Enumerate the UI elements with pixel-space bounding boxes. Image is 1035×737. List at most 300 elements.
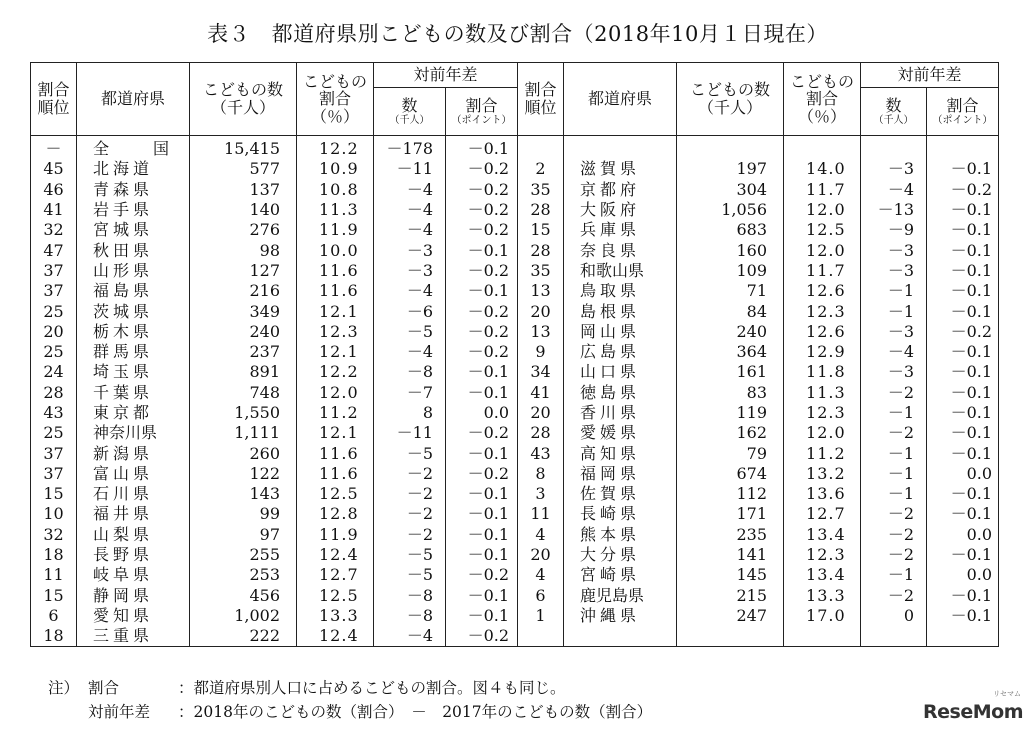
left-yoy-ratio-cell: －0.1	[446, 362, 518, 382]
left-children-ratio-cell: 12.0	[297, 383, 374, 403]
left-prefecture-cell: 神奈川県	[77, 423, 190, 443]
right-yoy-ratio-cell: －0.1	[927, 586, 999, 606]
right-yoy-count-cell: －1	[861, 484, 927, 504]
left-rank-cell: 15	[31, 586, 77, 606]
header-yoy-ratio-label: 割合	[465, 96, 498, 116]
header-yoy: 対前年差	[374, 63, 518, 88]
right-children-ratio-cell: 12.3	[784, 545, 861, 565]
right-prefecture-cell: 徳島県	[564, 383, 677, 403]
right-yoy-count-cell: －3	[861, 261, 927, 281]
left-yoy-count-cell: －7	[374, 383, 446, 403]
left-children-ratio-cell: 11.6	[297, 443, 374, 463]
header-yoy-count-right	[861, 88, 927, 136]
left-prefecture-cell: 全 国	[77, 136, 190, 160]
watermark-sub: リセマム	[993, 690, 1021, 698]
right-children-count-cell: 683	[677, 220, 784, 240]
left-children-ratio-cell: 10.9	[297, 159, 374, 179]
right-rank-cell: 4	[518, 565, 564, 585]
table-row	[31, 322, 999, 342]
right-children-count-cell	[677, 136, 784, 160]
left-prefecture-cell: 群馬県	[77, 342, 190, 362]
left-children-ratio-cell: 12.2	[297, 362, 374, 382]
right-yoy-count-cell	[861, 136, 927, 160]
left-yoy-ratio-cell: －0.1	[446, 545, 518, 565]
left-yoy-ratio-cell: －0.2	[446, 565, 518, 585]
right-children-count-cell: 240	[677, 322, 784, 342]
right-yoy-count-cell: －3	[861, 159, 927, 179]
right-prefecture-cell	[564, 136, 677, 160]
right-children-count-cell: 84	[677, 301, 784, 321]
header-yoy-ratio-unit: （ポイント）	[451, 114, 512, 126]
header-children-right-unit: （千人）	[698, 98, 763, 117]
right-yoy-ratio-cell: 0.0	[927, 565, 999, 585]
left-yoy-count-cell: 8	[374, 403, 446, 423]
right-rank-cell: 13	[518, 322, 564, 342]
right-yoy-count-cell: －3	[861, 240, 927, 260]
right-rank-cell: 34	[518, 362, 564, 382]
left-yoy-ratio-cell: －0.1	[446, 586, 518, 606]
right-children-ratio-cell: 12.5	[784, 220, 861, 240]
left-children-count-cell: 237	[190, 342, 297, 362]
left-children-count-cell: 222	[190, 626, 297, 647]
table-row	[31, 525, 999, 545]
right-children-count-cell: 141	[677, 545, 784, 565]
left-children-count-cell: 748	[190, 383, 297, 403]
right-children-ratio-cell: 11.2	[784, 443, 861, 463]
left-prefecture-cell: 宮城県	[77, 220, 190, 240]
resemom-logo: ReseMom	[923, 701, 1023, 723]
left-rank-cell: 37	[31, 464, 77, 484]
table-row	[31, 606, 999, 626]
right-children-ratio-cell: 12.0	[784, 423, 861, 443]
right-yoy-count-cell: －1	[861, 403, 927, 423]
right-yoy-ratio-cell: －0.1	[927, 281, 999, 301]
left-rank-cell: 25	[31, 301, 77, 321]
left-yoy-count-cell: －11	[374, 159, 446, 179]
right-children-ratio-cell: 11.8	[784, 362, 861, 382]
right-children-ratio-cell: 12.6	[784, 281, 861, 301]
right-yoy-count-cell: －2	[861, 586, 927, 606]
left-prefecture-cell: 東京都	[77, 403, 190, 423]
left-prefecture-cell: 山梨県	[77, 525, 190, 545]
table-row	[31, 240, 999, 260]
left-children-count-cell: 97	[190, 525, 297, 545]
left-yoy-ratio-cell: －0.2	[446, 342, 518, 362]
left-children-count-cell: 99	[190, 504, 297, 524]
left-children-ratio-cell: 12.4	[297, 545, 374, 565]
right-prefecture-cell: 島根県	[564, 301, 677, 321]
right-yoy-ratio-cell: －0.1	[927, 403, 999, 423]
right-children-count-cell: 247	[677, 606, 784, 626]
header-ratio-right-label: こどもの	[790, 71, 855, 91]
right-yoy-ratio-cell: －0.1	[927, 301, 999, 321]
left-children-count-cell: 122	[190, 464, 297, 484]
left-rank-cell: 15	[31, 484, 77, 504]
left-yoy-ratio-cell: －0.1	[446, 443, 518, 463]
right-children-ratio-cell: 12.3	[784, 301, 861, 321]
left-children-ratio-cell: 10.0	[297, 240, 374, 260]
right-yoy-ratio-cell: －0.2	[927, 180, 999, 200]
left-yoy-count-cell: －5	[374, 322, 446, 342]
left-rank-cell: 43	[31, 403, 77, 423]
left-yoy-ratio-cell: 0.0	[446, 403, 518, 423]
right-yoy-count-cell	[861, 626, 927, 647]
left-yoy-count-cell: －4	[374, 180, 446, 200]
header-yoy-ratio	[446, 88, 518, 136]
right-prefecture-cell: 大阪府	[564, 200, 677, 220]
right-yoy-ratio-cell: －0.1	[927, 484, 999, 504]
header-ratio-label2: 割合	[318, 89, 351, 109]
right-children-count-cell: 109	[677, 261, 784, 281]
header-children-right	[677, 63, 784, 136]
left-rank-cell: 41	[31, 200, 77, 220]
right-yoy-ratio-cell: －0.1	[927, 240, 999, 260]
header-children	[190, 63, 297, 136]
left-children-ratio-cell: 12.2	[297, 136, 374, 160]
left-prefecture-cell: 新潟県	[77, 443, 190, 463]
right-prefecture-cell: 山口県	[564, 362, 677, 382]
right-yoy-ratio-cell: －0.1	[927, 383, 999, 403]
left-prefecture-cell: 青森県	[77, 180, 190, 200]
note-term-ratio: 割合	[88, 679, 120, 697]
right-rank-cell: 4	[518, 525, 564, 545]
right-yoy-count-cell: －13	[861, 200, 927, 220]
right-yoy-ratio-cell: －0.2	[927, 322, 999, 342]
left-children-count-cell: 240	[190, 322, 297, 342]
header-children-label: こどもの数	[202, 80, 283, 100]
left-children-count-cell: 137	[190, 180, 297, 200]
left-rank-cell: －	[31, 136, 77, 160]
left-children-count-cell: 891	[190, 362, 297, 382]
left-prefecture-cell: 福島県	[77, 281, 190, 301]
left-children-ratio-cell: 12.3	[297, 322, 374, 342]
right-children-ratio-cell: 12.3	[784, 403, 861, 423]
right-children-count-cell: 79	[677, 443, 784, 463]
left-children-count-cell: 216	[190, 281, 297, 301]
right-children-ratio-cell	[784, 626, 861, 647]
table-row	[31, 423, 999, 443]
right-children-ratio-cell: 12.9	[784, 342, 861, 362]
prefecture-table	[30, 62, 998, 647]
left-yoy-ratio-cell: －0.2	[446, 200, 518, 220]
left-yoy-ratio-cell: －0.2	[446, 322, 518, 342]
table-row	[31, 383, 999, 403]
note-text-ratio: ：都道府県別人口に占めるこどもの割合。図４も同じ。	[178, 679, 566, 697]
right-yoy-ratio-cell: 0.0	[927, 525, 999, 545]
left-yoy-ratio-cell: －0.2	[446, 261, 518, 281]
left-children-ratio-cell: 11.6	[297, 261, 374, 281]
right-rank-cell: 8	[518, 464, 564, 484]
right-yoy-ratio-cell	[927, 136, 999, 160]
left-yoy-count-cell: －4	[374, 342, 446, 362]
table-row	[31, 159, 999, 179]
right-children-ratio-cell: 13.4	[784, 525, 861, 545]
left-yoy-ratio-cell: －0.2	[446, 301, 518, 321]
header-ratio-right	[784, 63, 861, 136]
right-children-ratio-cell: 11.7	[784, 180, 861, 200]
right-prefecture-cell: 広島県	[564, 342, 677, 362]
right-prefecture-cell: 宮崎県	[564, 565, 677, 585]
note-term-yoy: 対前年差	[88, 703, 151, 721]
right-rank-cell: 15	[518, 220, 564, 240]
left-prefecture-cell: 静岡県	[77, 586, 190, 606]
right-children-count-cell: 171	[677, 504, 784, 524]
left-children-ratio-cell: 11.9	[297, 220, 374, 240]
right-rank-cell	[518, 626, 564, 647]
left-yoy-ratio-cell: －0.2	[446, 180, 518, 200]
right-yoy-ratio-cell: －0.1	[927, 362, 999, 382]
left-yoy-count-cell: －2	[374, 504, 446, 524]
right-children-count-cell: 119	[677, 403, 784, 423]
table-row	[31, 586, 999, 606]
right-prefecture-cell: 鹿児島県	[564, 586, 677, 606]
left-children-ratio-cell: 11.9	[297, 525, 374, 545]
left-children-count-cell: 577	[190, 159, 297, 179]
header-ratio	[297, 63, 374, 136]
left-yoy-ratio-cell: －0.1	[446, 281, 518, 301]
right-yoy-count-cell: －2	[861, 525, 927, 545]
left-yoy-count-cell: －3	[374, 240, 446, 260]
header-yoy-count-label: 数	[401, 96, 418, 116]
header-yoy-right: 対前年差	[861, 63, 999, 88]
left-yoy-ratio-cell: －0.1	[446, 525, 518, 545]
right-yoy-ratio-cell: －0.1	[927, 606, 999, 626]
right-yoy-ratio-cell: －0.1	[927, 159, 999, 179]
left-prefecture-cell: 福井県	[77, 504, 190, 524]
right-prefecture-cell: 鳥取県	[564, 281, 677, 301]
right-yoy-ratio-cell: －0.1	[927, 220, 999, 240]
left-yoy-count-cell: －8	[374, 606, 446, 626]
right-yoy-count-cell: －1	[861, 281, 927, 301]
right-yoy-count-cell: －1	[861, 301, 927, 321]
header-ratio-label: こどもの	[302, 71, 367, 91]
left-children-ratio-cell: 12.1	[297, 342, 374, 362]
table-row	[31, 200, 999, 220]
left-yoy-ratio-cell: －0.1	[446, 606, 518, 626]
left-yoy-ratio-cell: －0.2	[446, 423, 518, 443]
right-prefecture-cell: 福岡県	[564, 464, 677, 484]
left-children-ratio-cell: 11.2	[297, 403, 374, 423]
right-yoy-count-cell: －9	[861, 220, 927, 240]
right-rank-cell: 35	[518, 261, 564, 281]
table-row	[31, 443, 999, 463]
header-yoy-ratio-right-label: 割合	[946, 96, 979, 116]
right-yoy-count-cell: －3	[861, 322, 927, 342]
left-yoy-count-cell: －5	[374, 565, 446, 585]
right-yoy-ratio-cell: －0.1	[927, 504, 999, 524]
left-children-count-cell: 349	[190, 301, 297, 321]
left-yoy-ratio-cell: －0.1	[446, 136, 518, 160]
left-children-count-cell: 98	[190, 240, 297, 260]
right-rank-cell: 6	[518, 586, 564, 606]
right-prefecture-cell: 和歌山県	[564, 261, 677, 281]
header-prefecture: 都道府県	[77, 63, 190, 136]
right-prefecture-cell	[564, 626, 677, 647]
left-rank-cell: 37	[31, 443, 77, 463]
left-rank-cell: 28	[31, 383, 77, 403]
right-yoy-count-cell: －1	[861, 565, 927, 585]
left-rank-cell: 32	[31, 220, 77, 240]
right-yoy-count-cell: －1	[861, 464, 927, 484]
left-yoy-count-cell: －3	[374, 261, 446, 281]
left-yoy-count-cell: －4	[374, 200, 446, 220]
header-yoy-count	[374, 88, 446, 136]
left-rank-cell: 47	[31, 240, 77, 260]
left-yoy-count-cell: －4	[374, 626, 446, 647]
left-yoy-count-cell: －4	[374, 281, 446, 301]
right-children-count-cell: 304	[677, 180, 784, 200]
right-children-count-cell	[677, 626, 784, 647]
right-yoy-ratio-cell: －0.1	[927, 342, 999, 362]
left-rank-cell: 18	[31, 545, 77, 565]
right-children-ratio-cell: 13.3	[784, 586, 861, 606]
left-yoy-ratio-cell: －0.1	[446, 240, 518, 260]
table-row	[31, 180, 999, 200]
right-children-count-cell: 112	[677, 484, 784, 504]
left-children-count-cell: 253	[190, 565, 297, 585]
right-yoy-ratio-cell: －0.1	[927, 261, 999, 281]
right-prefecture-cell: 京都府	[564, 180, 677, 200]
left-yoy-ratio-cell: －0.2	[446, 159, 518, 179]
right-yoy-ratio-cell: －0.1	[927, 423, 999, 443]
left-prefecture-cell: 山形県	[77, 261, 190, 281]
left-yoy-count-cell: －2	[374, 525, 446, 545]
left-prefecture-cell: 石川県	[77, 484, 190, 504]
left-children-count-cell: 1,111	[190, 423, 297, 443]
right-yoy-count-cell: －4	[861, 180, 927, 200]
table-row	[31, 464, 999, 484]
left-yoy-ratio-cell: －0.1	[446, 383, 518, 403]
left-children-ratio-cell: 12.8	[297, 504, 374, 524]
table-body	[31, 136, 999, 647]
header-ratio-right-unit: （％）	[798, 106, 847, 126]
right-rank-cell: 28	[518, 423, 564, 443]
header-ratio-right-label2: 割合	[806, 89, 839, 109]
header-prefecture-right: 都道府県	[564, 63, 677, 136]
right-rank-cell: 3	[518, 484, 564, 504]
right-yoy-count-cell: －2	[861, 423, 927, 443]
left-children-ratio-cell: 12.4	[297, 626, 374, 647]
right-rank-cell: 13	[518, 281, 564, 301]
table-row	[31, 362, 999, 382]
note-text-yoy: ：2018年のこどもの数（割合） － 2017年のこどもの数（割合）	[178, 703, 653, 721]
left-prefecture-cell: 千葉県	[77, 383, 190, 403]
left-rank-cell: 20	[31, 322, 77, 342]
right-children-count-cell: 161	[677, 362, 784, 382]
left-yoy-ratio-cell: －0.2	[446, 626, 518, 647]
right-rank-cell: 9	[518, 342, 564, 362]
right-children-ratio-cell: 12.7	[784, 504, 861, 524]
table-row	[31, 261, 999, 281]
right-rank-cell: 20	[518, 403, 564, 423]
left-prefecture-cell: 長野県	[77, 545, 190, 565]
left-children-count-cell: 1,002	[190, 606, 297, 626]
right-prefecture-cell: 香川県	[564, 403, 677, 423]
header-rank-right	[518, 63, 564, 136]
left-yoy-count-cell: －8	[374, 586, 446, 606]
right-children-count-cell: 674	[677, 464, 784, 484]
right-prefecture-cell: 沖縄県	[564, 606, 677, 626]
left-children-count-cell: 456	[190, 586, 297, 606]
right-children-ratio-cell: 11.7	[784, 261, 861, 281]
right-prefecture-cell: 奈良県	[564, 240, 677, 260]
left-yoy-ratio-cell: －0.1	[446, 484, 518, 504]
left-prefecture-cell: 三重県	[77, 626, 190, 647]
left-rank-cell: 45	[31, 159, 77, 179]
right-children-count-cell: 364	[677, 342, 784, 362]
table-row	[31, 136, 999, 160]
header-yoy-count-right-unit: （千人）	[873, 114, 914, 126]
right-rank-cell: 2	[518, 159, 564, 179]
right-rank-cell: 20	[518, 301, 564, 321]
right-yoy-count-cell: 0	[861, 606, 927, 626]
header-rank-right-text: 割合 順位	[524, 80, 557, 117]
right-prefecture-cell: 兵庫県	[564, 220, 677, 240]
left-children-ratio-cell: 12.1	[297, 423, 374, 443]
right-rank-cell	[518, 136, 564, 160]
left-yoy-count-cell: －11	[374, 423, 446, 443]
right-prefecture-cell: 愛媛県	[564, 423, 677, 443]
table-row	[31, 301, 999, 321]
right-rank-cell: 20	[518, 545, 564, 565]
left-children-ratio-cell: 12.5	[297, 586, 374, 606]
right-yoy-count-cell: －1	[861, 443, 927, 463]
left-children-ratio-cell: 11.6	[297, 464, 374, 484]
table-row	[31, 545, 999, 565]
right-children-ratio-cell: 12.0	[784, 240, 861, 260]
right-prefecture-cell: 佐賀県	[564, 484, 677, 504]
right-prefecture-cell: 長崎県	[564, 504, 677, 524]
left-children-ratio-cell: 10.8	[297, 180, 374, 200]
right-yoy-ratio-cell: －0.1	[927, 200, 999, 220]
table-row	[31, 220, 999, 240]
right-children-ratio-cell: 17.0	[784, 606, 861, 626]
notes	[48, 676, 652, 724]
left-children-count-cell: 276	[190, 220, 297, 240]
left-children-count-cell: 15,415	[190, 136, 297, 160]
header-yoy-count-unit: （千人）	[389, 114, 430, 126]
right-children-ratio-cell: 13.6	[784, 484, 861, 504]
left-children-count-cell: 1,550	[190, 403, 297, 423]
left-rank-cell: 25	[31, 342, 77, 362]
left-prefecture-cell: 栃木県	[77, 322, 190, 342]
header-rank	[31, 63, 77, 136]
note-mark: 注）	[48, 679, 80, 697]
right-children-count-cell: 162	[677, 423, 784, 443]
table-row	[31, 626, 999, 647]
right-rank-cell: 41	[518, 383, 564, 403]
header-yoy-ratio-right-unit: （ポイント）	[932, 114, 993, 126]
table-row	[31, 403, 999, 423]
left-children-ratio-cell: 12.1	[297, 301, 374, 321]
right-yoy-count-cell: －3	[861, 362, 927, 382]
left-rank-cell: 11	[31, 565, 77, 585]
right-prefecture-cell: 滋賀県	[564, 159, 677, 179]
left-yoy-count-cell: －4	[374, 220, 446, 240]
left-yoy-count-cell: －2	[374, 464, 446, 484]
left-prefecture-cell: 富山県	[77, 464, 190, 484]
left-rank-cell: 24	[31, 362, 77, 382]
left-rank-cell: 37	[31, 261, 77, 281]
left-rank-cell: 6	[31, 606, 77, 626]
right-yoy-ratio-cell	[927, 626, 999, 647]
right-children-ratio-cell: 12.0	[784, 200, 861, 220]
left-prefecture-cell: 茨城県	[77, 301, 190, 321]
left-children-ratio-cell: 12.7	[297, 565, 374, 585]
left-children-ratio-cell: 12.5	[297, 484, 374, 504]
right-children-ratio-cell: 13.4	[784, 565, 861, 585]
right-prefecture-cell: 大分県	[564, 545, 677, 565]
